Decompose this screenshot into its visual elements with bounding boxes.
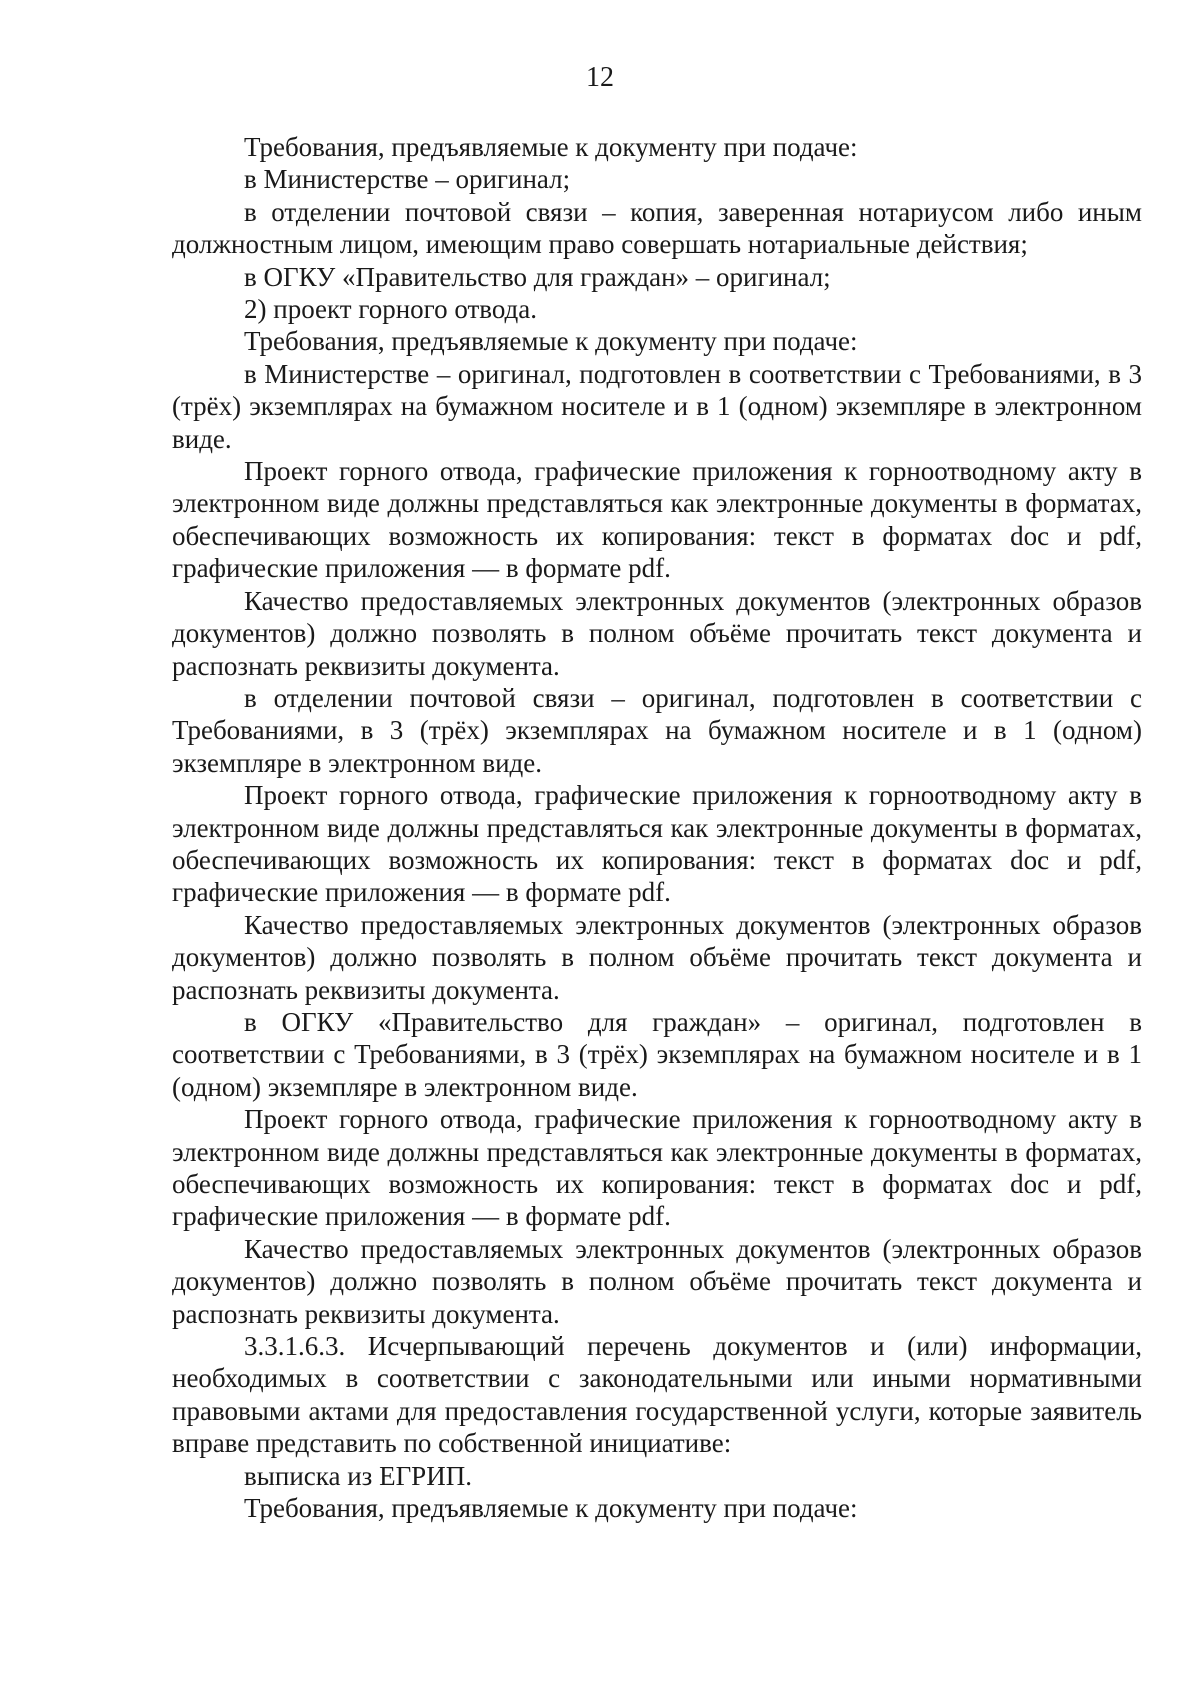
paragraph-electronic-quality: Качество предоставляемых электронных документов (электронных образов документов) должно позволять в полном объёме прочитать текст документа и распознать реквизиты документа.: [172, 909, 1142, 1005]
paragraph-electronic-format: Проект горного отвода, графические приложения к горноотводному акту в электронном виде должны представляться как электронные документы в форматах, обеспечивающих возможность их копирования: текст в форматах doc и pdf, графические приложения — в формате pdf.: [172, 1104, 1142, 1232]
paragraph-electronic-format: Проект горного отвода, графические приложения к горноотводному акту в электронном виде должны представляться как электронные документы в форматах, обеспечивающих возможность их копирования: текст в форматах doc и pdf, графические приложения — в формате pdf.: [172, 780, 1142, 908]
paragraph-ministry-copies: в Министерстве – оригинал, подготовлен в соответствии с Требованиями, в 3 (трёх) экземплярах на бумажном носителе и в 1 (одном) экземпляре в электронном виде.: [172, 358, 1142, 454]
paragraph-ogku-original: в ОГКУ «Правительство для граждан» – оригинал;: [244, 261, 831, 292]
paragraph-egrip-extract: выписка из ЕГРИП.: [244, 1460, 472, 1491]
paragraph-requirements-heading: Требования, предъявляемые к документу при подаче:: [244, 1493, 858, 1524]
paragraph-ogku-copies: в ОГКУ «Правительство для граждан» – оригинал, подготовлен в соответствии с Требованиями, в 3 (трёх) экземплярах на бумажном носителе и в 1 (одном) экземпляре в электронном виде.: [172, 1006, 1142, 1102]
paragraph-electronic-quality: Качество предоставляемых электронных документов (электронных образов документов) должно позволять в полном объёме прочитать текст документа и распознать реквизиты документа.: [172, 1233, 1142, 1329]
paragraph-mining-project: 2) проект горного отвода.: [244, 294, 538, 325]
paragraph-post-office-copies: в отделении почтовой связи – оригинал, подготовлен в соответствии с Требованиями, в 3 (трёх) экземплярах на бумажном носителе и в 1 (одном) экземпляре в электронном виде.: [172, 682, 1142, 778]
paragraph-requirements-heading: Требования, предъявляемые к документу при подаче:: [244, 326, 858, 357]
paragraph-requirements-heading: Требования, предъявляемые к документу при подаче:: [244, 132, 858, 162]
paragraph-electronic-format: Проект горного отвода, графические приложения к горноотводному акту в электронном виде должны представляться как электронные документы в форматах, обеспечивающих возможность их копирования: текст в форматах doc и pdf, графические приложения — в формате pdf.: [172, 456, 1142, 584]
paragraph-post-office-copy: в отделении почтовой связи – копия, заверенная нотариусом либо иным должностным лицом, имеющим право совершать нотариальные действия;: [172, 196, 1142, 260]
paragraph-section-3-3-1-6-3: 3.3.1.6.3. Исчерпывающий перечень документов и (или) информации, необходимых в соответствии с законодательными или иными нормативными правовыми актами для предоставления государственной услуги, которые заявитель вправе представить по собственной инициативе:: [172, 1331, 1142, 1459]
paragraph-ministry-original: в Министерстве – оригинал;: [244, 164, 571, 195]
paragraph-electronic-quality: Качество предоставляемых электронных документов (электронных образов документов) должно позволять в полном объёме прочитать текст документа и распознать реквизиты документа.: [172, 585, 1142, 681]
document-body: [172, 131, 1142, 1524]
page-number: 12: [586, 62, 614, 93]
